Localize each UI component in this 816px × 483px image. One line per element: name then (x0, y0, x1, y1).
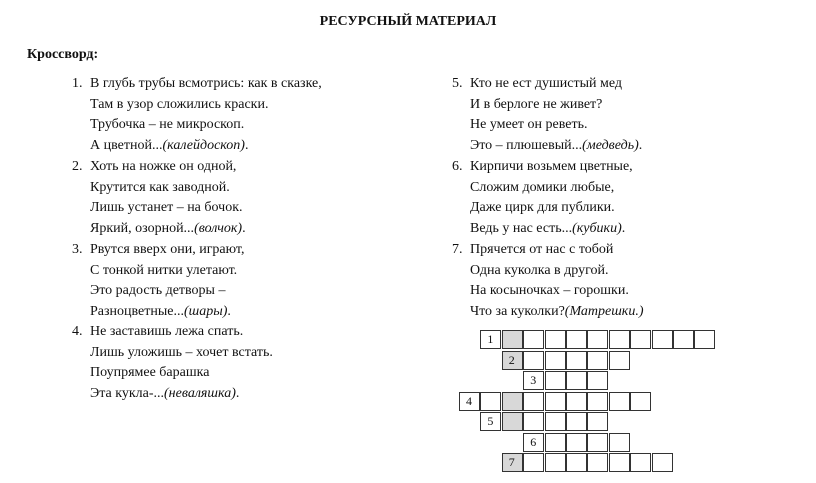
crossword-cell[interactable] (673, 330, 694, 349)
riddle-indent (72, 343, 90, 364)
riddle-indent (72, 95, 90, 116)
riddle-indent (72, 115, 90, 136)
crossword-cell[interactable] (587, 392, 608, 411)
crossword-cell[interactable] (587, 433, 608, 452)
riddle-number: 2. (72, 159, 83, 174)
riddle-indent (452, 136, 470, 157)
crossword-cell[interactable] (587, 453, 608, 472)
riddle-7 (452, 240, 644, 322)
riddle-answer: (неваляшка) (164, 385, 236, 401)
riddle-line: Не заставишь лежа спать. (90, 324, 244, 339)
crossword-cell[interactable] (502, 330, 523, 349)
riddle-line: Крутится как заводной. (90, 179, 230, 195)
riddle-line: Разноцветные... (90, 303, 184, 319)
riddle-indent (72, 219, 90, 240)
crossword-cell[interactable] (480, 392, 501, 411)
riddle-indent (72, 136, 90, 157)
riddle-line: Одна куколка в другой. (470, 262, 609, 278)
riddle-end-punct: . (242, 220, 246, 236)
riddle-answer: (Матрешки.) (564, 303, 644, 319)
crossword-cell[interactable] (545, 433, 566, 452)
riddle-line: Рвутся вверх они, играют, (90, 242, 245, 257)
crossword-cell[interactable] (523, 330, 544, 349)
riddle-3 (72, 240, 245, 322)
riddle-4 (72, 322, 273, 404)
crossword-cell[interactable] (566, 371, 587, 390)
crossword-cell[interactable] (545, 371, 566, 390)
riddle-answer: (калейдоскоп) (162, 137, 245, 153)
riddle-indent (452, 261, 470, 282)
riddle-answer: (кубики) (572, 220, 622, 236)
crossword-cell[interactable] (523, 453, 544, 472)
riddle-line: Кто не ест душистый мед (470, 76, 622, 91)
riddle-line: В глубь трубы всмотрись: как в сказке, (90, 76, 322, 91)
crossword-clue-number: 4 (466, 393, 472, 408)
crossword-cell[interactable] (545, 330, 566, 349)
riddle-answer: (медведь) (582, 137, 639, 153)
crossword-cell[interactable] (587, 371, 608, 390)
crossword-cell[interactable] (587, 412, 608, 431)
crossword-cell[interactable] (566, 433, 587, 452)
riddle-end-punct: . (244, 137, 249, 153)
riddle-indent (452, 198, 470, 219)
crossword-cell[interactable] (652, 330, 673, 349)
riddle-line: Даже цирк для публики. (470, 200, 615, 215)
crossword-clue-number: 3 (530, 373, 537, 387)
riddle-line: Хоть на ножке он одной, (90, 159, 237, 174)
riddle-line: Что за куколки? (470, 303, 565, 319)
crossword-cell[interactable] (545, 453, 566, 472)
crossword-cell[interactable] (502, 412, 523, 431)
crossword-cell[interactable] (566, 330, 587, 349)
crossword-cell[interactable] (545, 351, 566, 370)
riddle-indent (72, 281, 90, 302)
riddle-number: 3. (72, 242, 83, 257)
crossword-clue-number: 1 (487, 332, 494, 346)
crossword-cell[interactable] (566, 351, 587, 370)
crossword-cell[interactable] (609, 453, 630, 472)
riddle-indent (452, 302, 470, 323)
riddle-line: Поупрямее барашка (90, 365, 210, 380)
riddle-line: Это – плюшевый... (470, 137, 583, 153)
crossword-heading: Кроссворд: (27, 47, 99, 62)
riddle-end-punct: . (227, 303, 231, 319)
riddle-line: Прячется от нас с тобой (470, 242, 614, 257)
riddle-line: Ведь у нас есть... (470, 220, 573, 236)
riddle-indent (72, 261, 90, 282)
crossword-clue-number: 5 (487, 414, 494, 428)
riddle-5 (452, 74, 642, 156)
riddle-number: 4. (72, 324, 83, 339)
riddle-indent (72, 302, 90, 323)
crossword-cell[interactable] (587, 330, 608, 349)
crossword-cell[interactable] (545, 392, 566, 411)
riddle-indent (72, 198, 90, 219)
crossword-cell[interactable] (566, 453, 587, 472)
crossword-cell[interactable] (630, 330, 651, 349)
crossword-cell[interactable] (523, 392, 544, 411)
riddle-line: Кирпичи возьмем цветные, (470, 159, 633, 174)
riddle-line: Там в узор сложились краски. (90, 96, 269, 112)
riddle-6 (452, 157, 633, 239)
riddle-answer: (волчок) (194, 220, 243, 236)
crossword-cell[interactable] (609, 433, 630, 452)
crossword-cell[interactable] (502, 392, 523, 411)
riddle-number: 7. (452, 242, 463, 257)
crossword-cell[interactable] (630, 453, 651, 472)
riddle-indent (452, 95, 470, 116)
crossword-cell[interactable] (609, 351, 630, 370)
riddle-number: 1. (72, 76, 83, 91)
riddle-line: Эта кукла-... (90, 385, 165, 401)
crossword-clue-number: 7 (508, 455, 515, 469)
riddle-indent (72, 178, 90, 199)
crossword-cell[interactable] (694, 330, 715, 349)
crossword-cell[interactable] (566, 412, 587, 431)
riddle-indent (452, 178, 470, 199)
riddle-end-punct: . (235, 385, 240, 401)
crossword-cell[interactable] (630, 392, 651, 411)
crossword-clue-number: 2 (508, 352, 515, 367)
riddle-line: На косыночках – горошки. (470, 283, 629, 298)
riddle-line: Не умеет он реветь. (470, 117, 588, 132)
crossword-cell[interactable] (523, 412, 544, 431)
crossword-cell[interactable] (523, 351, 544, 370)
riddle-line: Это радость детворы – (90, 283, 226, 298)
riddle-2 (72, 157, 246, 239)
crossword-cell[interactable] (587, 351, 608, 370)
riddle-indent (72, 363, 90, 384)
crossword-cell[interactable] (566, 392, 587, 411)
riddle-line: Трубочка – не микроскоп. (90, 117, 245, 132)
riddle-line: С тонкой нитки улетают. (90, 262, 238, 278)
page-title: РЕСУРСНЫЙ МАТЕРИАЛ (319, 14, 497, 29)
riddle-line: Лишь уложишь – хочет встать. (90, 344, 273, 360)
crossword-cell[interactable] (652, 453, 673, 472)
riddle-line: И в берлоге не живет? (470, 96, 603, 112)
riddle-end-punct: . (638, 137, 643, 153)
crossword-cell[interactable] (545, 412, 566, 431)
riddle-line: Лишь устанет – на бочок. (90, 200, 243, 215)
crossword-clue-number: 6 (530, 434, 537, 449)
riddle-1 (72, 74, 322, 156)
riddle-line: Яркий, озорной... (90, 220, 195, 236)
riddle-indent (452, 115, 470, 136)
riddle-number: 5. (452, 76, 463, 91)
riddle-indent (452, 219, 470, 240)
riddle-indent (72, 384, 90, 405)
riddle-line: Сложим домики любые, (470, 179, 615, 195)
riddle-indent (452, 281, 470, 302)
crossword-cell[interactable] (609, 392, 630, 411)
riddle-line: А цветной... (90, 137, 163, 153)
crossword-cell[interactable] (609, 330, 630, 349)
riddle-answer: (шары) (184, 303, 228, 319)
riddle-end-punct: . (621, 220, 626, 236)
riddle-number: 6. (452, 159, 463, 174)
